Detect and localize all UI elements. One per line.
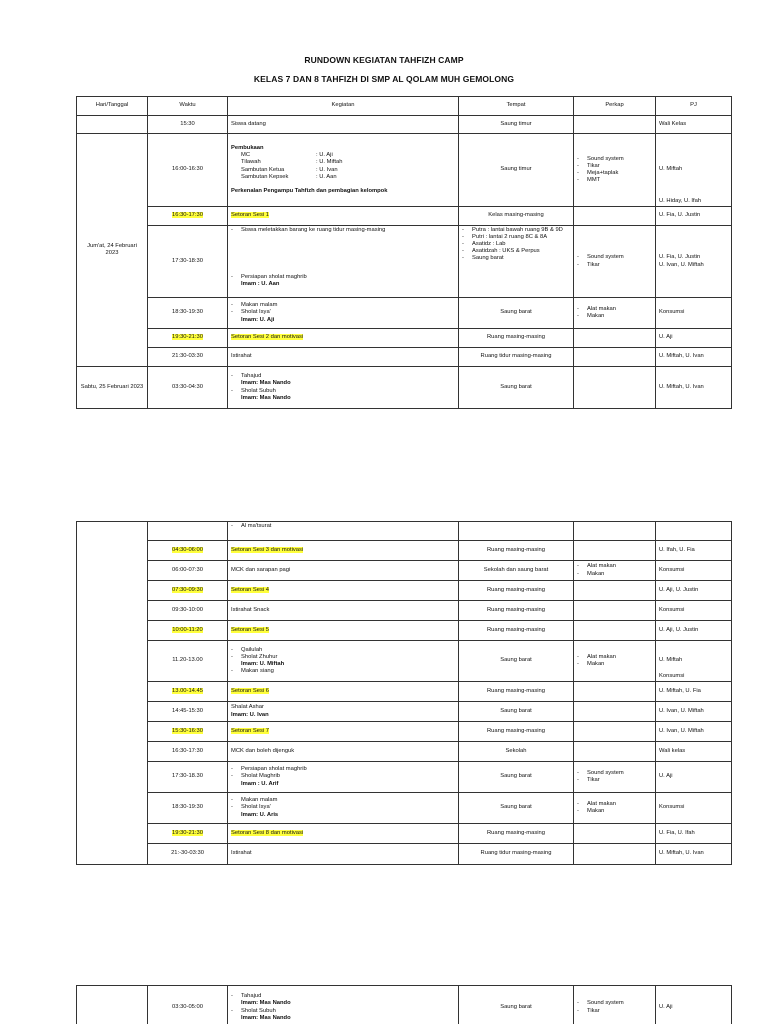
pj-cell: Konsumsi	[656, 561, 732, 581]
tilawah-line: Tilawah : U. Miftah	[241, 159, 343, 166]
time-cell: 06:00-07:30	[148, 561, 228, 581]
header-activity: Kegiatan	[228, 97, 459, 116]
place-cell: Ruang masing-masing	[459, 541, 574, 561]
time-cell: 14:45-15:30	[148, 702, 228, 722]
perkap-cell	[574, 348, 656, 367]
place-cell: Kelas masing-masing	[459, 207, 574, 226]
time-cell	[148, 522, 228, 541]
pj-cell: U. Ivan, U. Miftah	[656, 722, 732, 742]
perkap-cell: - Alat makan - Makan	[574, 793, 656, 824]
pj-cell: U. Miftah Konsumsi	[656, 641, 732, 682]
perkap-cell	[574, 207, 656, 226]
schedule-table-page-3	[76, 985, 732, 1024]
table-row	[77, 742, 732, 762]
place-cell: Ruang masing-masing	[459, 621, 574, 641]
perkap-cell	[574, 621, 656, 641]
place-cell: Ruang masing-masing	[459, 824, 574, 844]
table-row	[77, 522, 732, 541]
activity-cell: Setoran Sesi 3 dan motivasi	[228, 541, 459, 561]
pj-cell: U. Aji, U. Justin	[656, 581, 732, 601]
perkap-cell	[574, 541, 656, 561]
sambutan-ketua-line: Sambutan Ketua : U. Ivan	[241, 166, 338, 173]
time-cell: 18:30-19:30	[148, 298, 228, 329]
perkap-cell	[574, 116, 656, 134]
time-cell: 16:00-16:30	[148, 134, 228, 207]
table-row	[77, 702, 732, 722]
time-cell: 16:30-17:30	[148, 207, 228, 226]
activity-cell: Setoran Sesi 7	[228, 722, 459, 742]
pj-cell: U. Miftah U. Hiday, U. Ifah	[656, 134, 732, 207]
place-cell: Saung barat	[459, 298, 574, 329]
perkap-cell: - Sound system - Tikar	[574, 762, 656, 793]
place-cell: Saung barat	[459, 762, 574, 793]
pj-cell: Konsumsi	[656, 601, 732, 621]
table-row	[77, 641, 732, 682]
place-cell: Saung barat	[459, 367, 574, 409]
activity-cell: Istirahat Snack	[228, 601, 459, 621]
perkap-cell	[574, 742, 656, 762]
perkap-cell: - Sound system - Tikar	[574, 226, 656, 298]
pj-cell: U. Miftah, U. Ivan	[656, 348, 732, 367]
perkap-cell: - Sound system - Tikar	[574, 986, 656, 1024]
place-cell: Ruang masing-masing	[459, 682, 574, 702]
table-row	[77, 844, 732, 865]
place-cell: Saung timur	[459, 116, 574, 134]
time-cell: 19:30-21:30	[148, 329, 228, 348]
header-pj: PJ	[656, 97, 732, 116]
perkap-cell: - Alat makan - Makan	[574, 561, 656, 581]
time-cell: 04:30-06:00	[148, 541, 228, 561]
day-cell	[77, 986, 148, 1024]
pj-cell: U. Fia, U. Justin U. Ivan, U. Miftah	[656, 226, 732, 298]
place-cell: Saung timur	[459, 134, 574, 207]
place-cell: Saung barat	[459, 702, 574, 722]
intro-line: Perkenalan Pengampu Tahfizh dan pembagian kelompok	[231, 187, 388, 194]
header-time: Waktu	[148, 97, 228, 116]
header-place: Tempat	[459, 97, 574, 116]
table-row	[77, 601, 732, 621]
pj-cell: Konsumsi	[656, 298, 732, 329]
table-row	[77, 762, 732, 793]
place-cell: Sekolah	[459, 742, 574, 762]
perkap-cell	[574, 844, 656, 865]
pj-cell	[656, 522, 732, 541]
place-cell: Ruang masing-masing	[459, 581, 574, 601]
place-cell: Saung barat	[459, 641, 574, 682]
pj-cell: Konsumsi	[656, 793, 732, 824]
activity-cell: Setoran Sesi 8 dan motivasi	[228, 824, 459, 844]
pj-cell: U. Ifah, U. Fia	[656, 541, 732, 561]
time-cell: 19:30-21:30	[148, 824, 228, 844]
place-cell: - Putra : lantai bawah ruang 9B & 9D - Putri : lantai 2 ruang 8C & 8A - Asatidz : Lab - Asatidzah : UKS & Perpus - Saung barat	[459, 226, 574, 298]
activity-cell: - Siswa meletakkan barang ke ruang tidur masing-masing - Persiapan sholat maghrib Imam : U. Aan	[228, 226, 459, 298]
activity-cell: - Makan malam - Sholat Isya' Imam: U. Aris	[228, 793, 459, 824]
time-cell: 10:00-11:20	[148, 621, 228, 641]
perkap-cell	[574, 367, 656, 409]
day-cell: Sabtu, 25 Februari 2023	[77, 367, 148, 409]
time-cell: 18:30-19:30	[148, 793, 228, 824]
place-cell: Ruang tidur masing-masing	[459, 348, 574, 367]
table-row	[77, 329, 732, 348]
place-cell: Ruang tidur masing-masing	[459, 844, 574, 865]
day-cell	[77, 522, 148, 865]
table-row	[77, 722, 732, 742]
pj-cell: U. Fia, U. Justin	[656, 207, 732, 226]
place-cell: Ruang masing-masing	[459, 329, 574, 348]
time-cell: 21:-30-03:30	[148, 844, 228, 865]
table-row	[77, 682, 732, 702]
pj-cell: U. Miftah, U. Ivan	[656, 367, 732, 409]
perkap-cell	[574, 824, 656, 844]
activity-cell: - Tahajud Imam: Mas Nando - Sholat Subuh Imam: Mas Nando	[228, 367, 459, 409]
table-row	[77, 541, 732, 561]
activity-cell: - Qailulah - Sholat Zhuhur Imam: U. Miftah - Makan siang	[228, 641, 459, 682]
table-row	[77, 581, 732, 601]
table-row	[77, 116, 732, 134]
activity-cell	[228, 134, 459, 207]
pj-cell: Wali kelas	[656, 742, 732, 762]
pj-cell: Wali Kelas	[656, 116, 732, 134]
pj-cell: U. Ivan, U. Miftah	[656, 702, 732, 722]
perkap-cell	[574, 329, 656, 348]
place-cell: Sekolah dan saung barat	[459, 561, 574, 581]
activity-cell: Setoran Sesi 2 dan motivasi	[228, 329, 459, 348]
time-cell: 03:30-04:30	[148, 367, 228, 409]
table-row	[77, 793, 732, 824]
table-row	[77, 561, 732, 581]
day-cell	[77, 116, 148, 134]
perkap-cell	[574, 682, 656, 702]
day-cell: Jum'at, 24 Februari 2023	[77, 134, 148, 367]
perkap-cell	[574, 601, 656, 621]
time-cell: 17:30-18.30	[148, 762, 228, 793]
pj-cell: U. Fia, U. Ifah	[656, 824, 732, 844]
time-cell: 16:30-17:30	[148, 742, 228, 762]
place-cell: Saung barat	[459, 986, 574, 1024]
place-cell: Ruang masing-masing	[459, 722, 574, 742]
time-cell: 21:30-03:30	[148, 348, 228, 367]
schedule-table-page-2	[76, 521, 732, 865]
activity-cell: Setoran Sesi 1	[228, 207, 459, 226]
perkap-cell: - Sound system - Tikar - Meja+taplak - MMT	[574, 134, 656, 207]
time-cell: 07:30-09:30	[148, 581, 228, 601]
time-cell: 13.00-14.45	[148, 682, 228, 702]
mc-line: MC : U. Aji	[241, 152, 333, 159]
time-cell: 03:30-05:00	[148, 986, 228, 1024]
activity-cell: MCK dan boleh dijenguk	[228, 742, 459, 762]
table-row	[77, 298, 732, 329]
pj-cell: U. Aji	[656, 986, 732, 1024]
activity-cell: - Makan malam - Sholat Isya' Imam: U. Aji	[228, 298, 459, 329]
pj-cell: U. Aji	[656, 762, 732, 793]
activity-cell: Setoran Sesi 6	[228, 682, 459, 702]
activity-cell: Setoran Sesi 4	[228, 581, 459, 601]
activity-cell: Setoran Sesi 5	[228, 621, 459, 641]
header-day: Hari/Tanggal	[77, 97, 148, 116]
activity-cell: Siswa datang	[228, 116, 459, 134]
perkap-cell	[574, 522, 656, 541]
opening-label: Pembukaan	[231, 145, 264, 152]
activity-cell: Shalat Ashar Imam: U. Ivan	[228, 702, 459, 722]
table-row	[77, 134, 732, 207]
table-row	[77, 621, 732, 641]
place-cell: Saung barat	[459, 793, 574, 824]
header-perkap: Perkap	[574, 97, 656, 116]
table-row	[77, 348, 732, 367]
perkap-cell	[574, 722, 656, 742]
activity-cell: Istirahat	[228, 348, 459, 367]
activity-cell: - Al ma'tsurat	[228, 522, 459, 541]
perkap-cell: - Alat makan - Makan	[574, 298, 656, 329]
time-cell: 17:30-18:30	[148, 226, 228, 298]
perkap-cell: - Alat makan - Makan	[574, 641, 656, 682]
pj-cell: U. Miftah, U. Ivan	[656, 844, 732, 865]
table-row	[77, 367, 732, 409]
activity-cell: Istirahat	[228, 844, 459, 865]
place-cell: Ruang masing-masing	[459, 601, 574, 621]
pj-cell: U. Miftah, U. Fia	[656, 682, 732, 702]
perkap-cell	[574, 581, 656, 601]
table-row	[77, 226, 732, 298]
activity-cell: MCK dan sarapan pagi	[228, 561, 459, 581]
schedule-table-page-1	[76, 96, 732, 409]
pj-cell: U. Aji, U. Justin	[656, 621, 732, 641]
perkap-cell	[574, 702, 656, 722]
table-row	[77, 986, 732, 1024]
table-row	[77, 207, 732, 226]
pj-cell: U. Aji	[656, 329, 732, 348]
time-cell: 15:30-16:30	[148, 722, 228, 742]
table-header-row	[77, 97, 732, 116]
page-title: RUNDOWN KEGIATAN TAHFIZH CAMP	[304, 55, 464, 65]
table-row	[77, 824, 732, 844]
activity-cell: - Tahajud Imam: Mas Nando - Sholat Subuh Imam: Mas Nando	[228, 986, 459, 1024]
place-cell	[459, 522, 574, 541]
time-cell: 15:30	[148, 116, 228, 134]
time-cell: 11.20-13.00	[148, 641, 228, 682]
sambutan-kepsek-line: Sambutan Kepsek : U. Aan	[241, 173, 337, 180]
page-subtitle: KELAS 7 DAN 8 TAHFIZH DI SMP AL QOLAM MUH GEMOLONG	[253, 74, 515, 84]
activity-cell: - Persiapan sholat maghrib - Sholat Maghrib Imam : U. Arif	[228, 762, 459, 793]
time-cell: 09:30-10:00	[148, 601, 228, 621]
